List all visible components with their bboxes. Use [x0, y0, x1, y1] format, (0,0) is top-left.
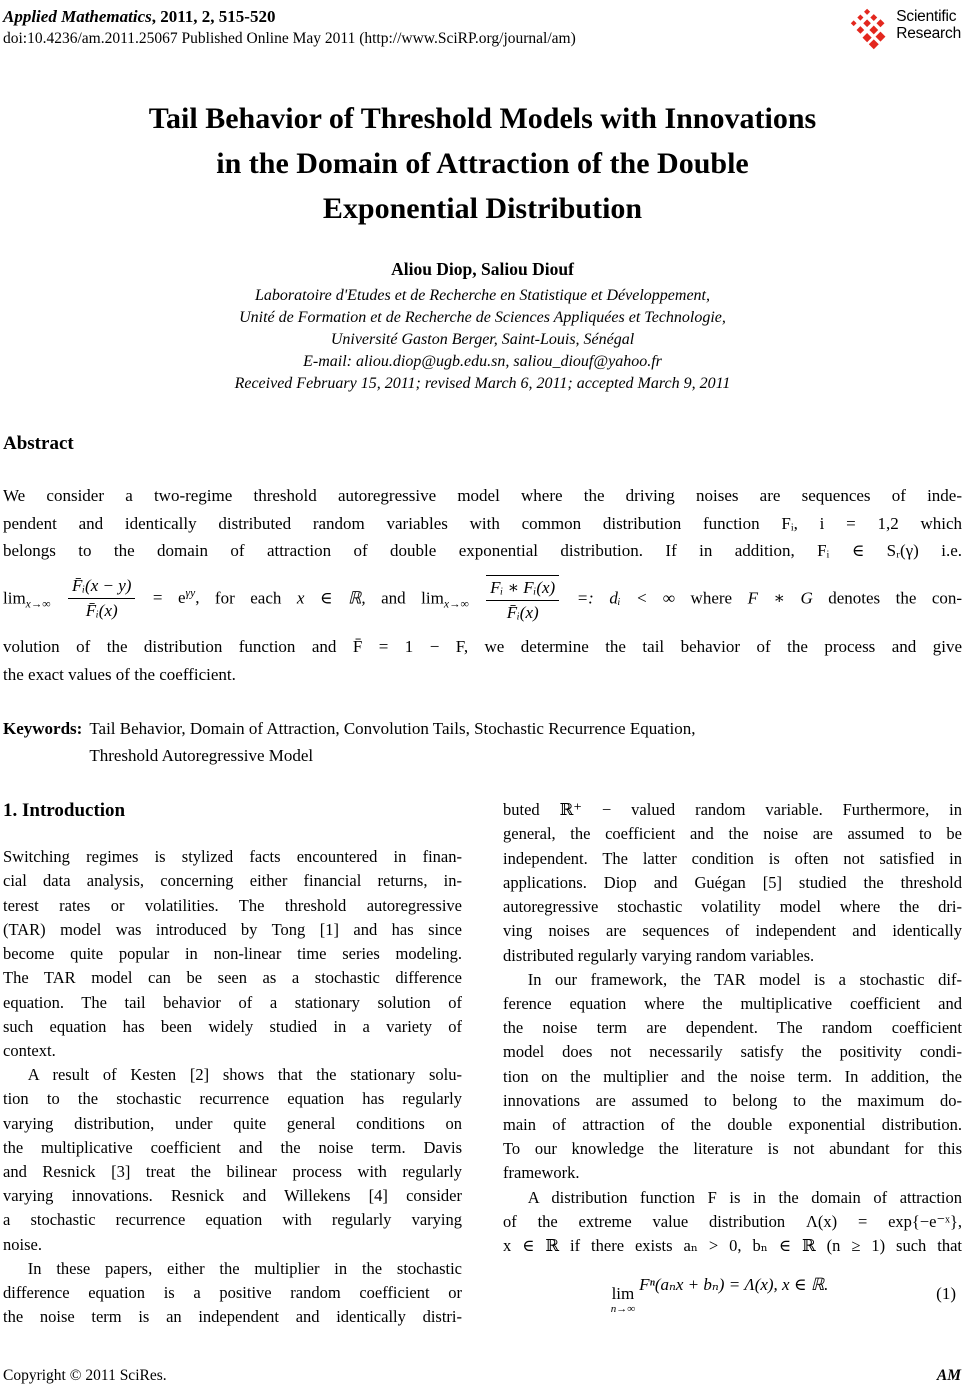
- paragraph: [503, 1186, 962, 1259]
- and-text: and: [381, 587, 406, 607]
- lim-subscript: x→∞: [443, 598, 469, 611]
- equation-body: [503, 1273, 936, 1315]
- left-column: [3, 798, 462, 1329]
- equals-exponential: [153, 588, 200, 607]
- page-footer: [3, 1367, 961, 1385]
- text-line: of the extreme value distribution Λ(x) = exp{−e⁻ˣ},: [503, 1211, 962, 1231]
- text-line: the noise term are dependent. The random coefficient: [503, 1018, 962, 1038]
- x-in-reals: x ∈ ℝ,: [296, 587, 366, 607]
- authors: Aliou Diop, Saliou Diouf: [391, 259, 574, 279]
- text-line: such equation has been widely studied in a variety of: [3, 1016, 462, 1036]
- text-line: In our framework, the TAR model is a stochastic dif-: [527, 969, 962, 989]
- affiliation-line: Université Gaston Berger, Saint-Louis, Sénégal: [330, 331, 635, 348]
- abstract-heading: Abstract: [3, 433, 74, 454]
- text-line: main of attraction of the double exponential distribution.: [503, 1114, 962, 1134]
- paper-title: [3, 96, 962, 231]
- text-line: varying distribution, under quite general conditions on: [3, 1113, 462, 1133]
- text-line: varying innovations. Resnick and Willekens [4] consider: [3, 1186, 462, 1206]
- logo-word-research: Research: [896, 24, 961, 42]
- affiliation-block: [3, 285, 962, 395]
- paragraph: [3, 1063, 462, 1257]
- text-line: terest rates or volatilities. The threshold autoregressive: [3, 895, 462, 915]
- paragraph: [3, 1257, 462, 1330]
- keywords-line: Threshold Autoregressive Model: [89, 746, 314, 766]
- lim-operator: lim: [3, 587, 26, 607]
- abstract-formula: [3, 575, 962, 624]
- exponent: γy: [185, 587, 196, 600]
- copyright-text: Copyright © 2011 SciRes.: [3, 1367, 167, 1384]
- text-line: autoregressive stochastic volatility model where the dri-: [503, 897, 962, 917]
- lim-operator: lim: [611, 1284, 635, 1304]
- fraction-numerator-overlined: Fᵢ ∗ Fᵢ(x): [486, 575, 559, 601]
- text-line: model does not necessarily satisfy the positivity condi-: [503, 1042, 962, 1062]
- numbered-equation: [503, 1273, 962, 1315]
- paper-title-line: in the Domain of Attraction of the Double: [216, 147, 749, 180]
- text-line: the multiplicative coefficient and the noise term. Davis: [3, 1137, 462, 1157]
- abstract-line: pendent and identically distributed random variables with common distribution function Fᵢ, i = 1,2 which: [3, 513, 962, 533]
- text-line: noise.: [3, 1234, 42, 1254]
- affiliation-line: Unité de Formation et de Recherche de Sciences Appliquées et Technologie,: [239, 309, 726, 326]
- fraction: [486, 575, 559, 624]
- doi-line: doi:10.4236/am.2011.25067 Published Online May 2011 (http://www.SciRP.org/journal/am): [3, 30, 576, 47]
- paragraph: [503, 798, 962, 967]
- scientific-research-logo-icon: [847, 6, 891, 52]
- text-line: In these papers, either the multiplier in the stochastic: [27, 1258, 462, 1278]
- fraction-denominator: F̄ᵢ(x): [85, 601, 118, 621]
- text-line: difference equation is a positive random coefficient or: [3, 1282, 462, 1302]
- abstract-tail: [3, 633, 962, 688]
- text-line: cial data analysis, concerning either financial returns, in-: [3, 871, 462, 891]
- journal-citation: [3, 6, 576, 28]
- lim-operator: lim: [421, 587, 444, 607]
- text-line: context.: [3, 1040, 56, 1060]
- scientific-research-logo: [847, 6, 961, 52]
- logo-wordmark: [896, 9, 961, 42]
- text-line: To our knowledge the literature is not abundant for this: [503, 1139, 962, 1159]
- text-line: ference equation where the multiplicative coefficient and: [503, 993, 962, 1013]
- text-line: innovations are assumed to belong to the maximum do-: [503, 1090, 962, 1110]
- fraction: [68, 576, 135, 622]
- equation-number: (1): [936, 1284, 956, 1304]
- text-line: framework.: [503, 1163, 580, 1183]
- paragraph: [503, 968, 962, 1186]
- for-each-text: for each: [214, 587, 282, 607]
- journal-abbreviation: AM: [936, 1367, 961, 1384]
- abstract-line: volution of the distribution function and F̄ = 1 − F, we determine the tail behavior of the process and give: [3, 637, 962, 657]
- keywords-line: Tail Behavior, Domain of Attraction, Convolution Tails, Stochastic Recurrence Equation,: [89, 719, 696, 739]
- d-bound: =: dᵢ < ∞: [576, 587, 676, 607]
- text-line: applications. Diop and Guégan [5] studied the threshold: [503, 872, 962, 892]
- logo-word-scientific: Scientific: [896, 8, 957, 25]
- keywords-label: Keywords:: [3, 719, 83, 739]
- affiliation-line: E-mail: aliou.diop@ugb.edu.sn, saliou_diouf@yahoo.fr: [303, 353, 662, 370]
- comma: ,: [195, 587, 200, 607]
- abstract-line: belongs to the domain of attraction of double exponential distribution. If in addition, Fᵢ ∈ Sᵣ(γ) i.e.: [3, 541, 962, 560]
- text-line: tion on the multiplier and the noise term. In addition, the: [503, 1066, 962, 1086]
- lim-stack: [611, 1285, 635, 1315]
- text-line: buted ℝ⁺ − valued random variable. Furthermore, in: [503, 800, 962, 820]
- text-line: A result of Kesten [2] shows that the stationary solu-: [27, 1065, 462, 1085]
- right-column: [503, 798, 962, 1329]
- text-line: general, the coefficient and the noise are assumed to be: [503, 824, 962, 844]
- keywords-content: [89, 715, 695, 769]
- lim-subscript: n→∞: [610, 1303, 636, 1316]
- abstract-line: the exact values of the coefficient.: [3, 664, 236, 684]
- affiliation-line: Received February 15, 2011; revised March 6, 2011; accepted March 9, 2011: [234, 375, 731, 392]
- text-line: the noise term is an independent and identically distri-: [3, 1307, 462, 1327]
- abstract-paragraph: [3, 482, 962, 565]
- text-line: A distribution function F is in the domain of attraction: [527, 1187, 962, 1207]
- text-line: (TAR) model was introduced by Tong [1] and has since: [3, 919, 462, 939]
- convolution-symbol: F ∗ G: [747, 587, 813, 607]
- where-text: where: [690, 587, 733, 607]
- journal-name: Applied Mathematics: [3, 7, 152, 26]
- text-line: a stochastic recurrence equation with regularly varying: [3, 1210, 462, 1230]
- denotes-text: denotes the con-: [828, 587, 963, 607]
- page-header: [3, 6, 962, 52]
- journal-info: [3, 6, 576, 49]
- text-line: x ∈ ℝ if there exists aₙ > 0, bₙ ∈ ℝ (n ≥ 1) such that: [503, 1235, 962, 1255]
- text-line: Switching regimes is stylized facts encountered in finan-: [3, 847, 462, 867]
- section-heading-introduction: 1. Introduction: [3, 800, 126, 822]
- paper-title-line: Exponential Distribution: [322, 192, 643, 225]
- body-columns: [3, 798, 962, 1329]
- journal-issue: , 2011, 2, 515-520: [151, 7, 276, 26]
- text-line: and Resnick [3] treat the bilinear process with regularly: [3, 1161, 462, 1181]
- abstract-line: We consider a two-regime threshold autoregressive model where the driving noises are sequences of inde-: [3, 486, 962, 505]
- text-line: tion to the stochastic recurrence equation has regularly: [3, 1089, 462, 1109]
- text-line: independent. The latter condition is often not satisfied in: [503, 848, 962, 868]
- text-line: equation. The tail behavior of a stationary solution of: [3, 992, 462, 1012]
- text-line: ving noises are sequences of independent and identically: [503, 921, 962, 941]
- equals-e: = e: [152, 587, 186, 607]
- equation-expression: Fⁿ(aₙx + bₙ) = Λ(x), x ∈ ℝ.: [639, 1275, 829, 1295]
- paragraph: [3, 845, 462, 1063]
- text-line: become quite popular in non-linear time series modeling.: [3, 944, 462, 964]
- paper-title-line: Tail Behavior of Threshold Models with Innovations: [148, 102, 817, 135]
- lim-subscript: x→∞: [25, 598, 51, 611]
- keywords-block: [3, 715, 962, 769]
- text-line: distributed regularly varying random variables.: [503, 945, 815, 965]
- text-line: The TAR model can be seen as a stochastic difference: [3, 968, 462, 988]
- fraction-denominator: F̄ᵢ(x): [506, 602, 539, 622]
- fraction-numerator: F̄ᵢ(x − y): [68, 576, 135, 599]
- affiliation-line: Laboratoire d'Etudes et de Recherche en Statistique et Développement,: [255, 287, 710, 304]
